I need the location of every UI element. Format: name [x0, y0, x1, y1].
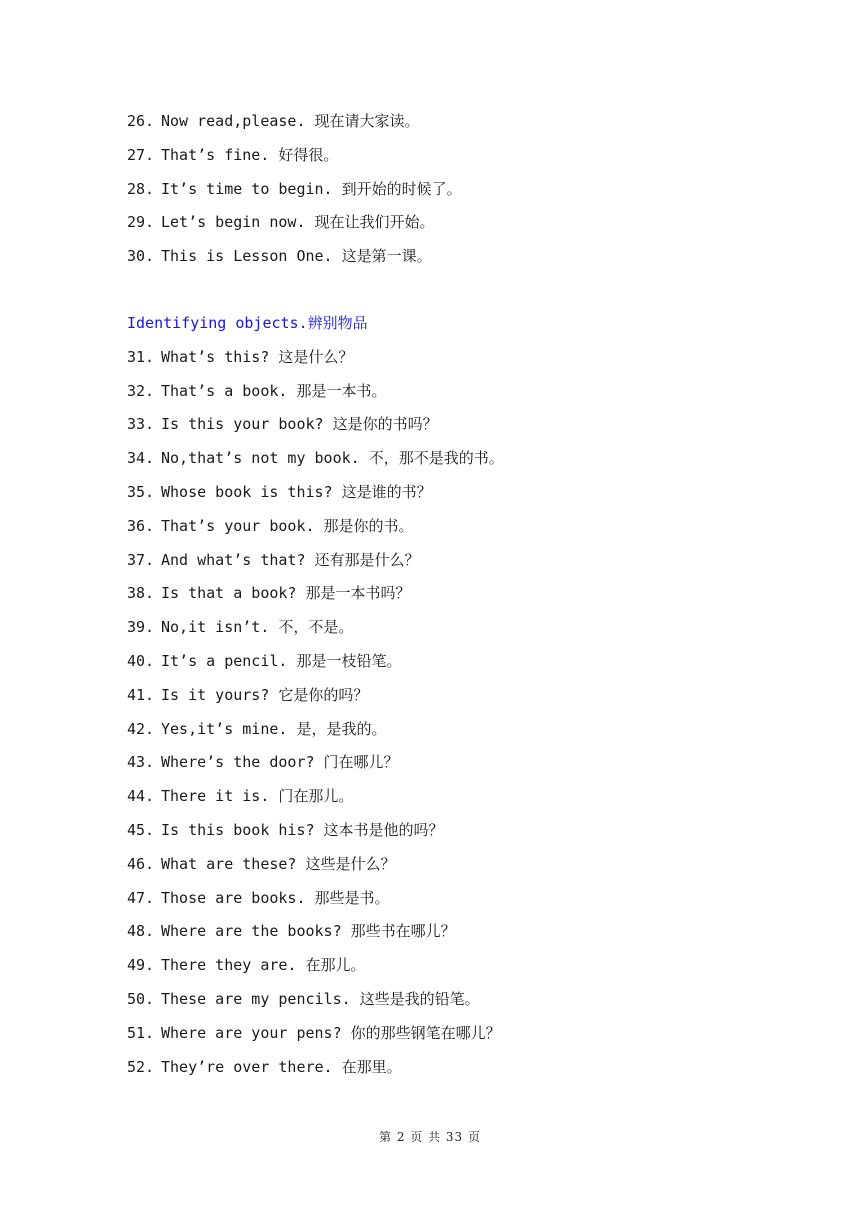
list-item: [127, 341, 767, 375]
item-number: 47.: [127, 888, 155, 907]
item-text: Where are your pens? 你的那些钢笔在哪儿？: [161, 1023, 501, 1042]
list-item: [127, 408, 767, 442]
item-number: 32.: [127, 381, 155, 400]
list-item: [127, 510, 767, 544]
phrase-list-classroom: [127, 105, 767, 274]
list-item: [127, 139, 767, 173]
item-text: Those are books. 那些是书。: [161, 888, 390, 907]
list-item: [127, 206, 767, 240]
item-number: 48.: [127, 922, 155, 941]
list-item: [127, 1051, 767, 1085]
item-text: No,that’s not my book. 不，那不是我的书。: [161, 449, 504, 468]
list-item: [127, 848, 767, 882]
phrase-list-identifying-objects: [127, 307, 767, 1084]
item-text: And what’s that? 还有那是什么？: [161, 550, 420, 569]
item-number: 40.: [127, 651, 155, 670]
list-item: [127, 611, 767, 645]
list-item: [127, 577, 767, 611]
item-text: Where’s the door? 门在哪儿？: [161, 753, 399, 772]
item-text: They’re over there. 在那里。: [161, 1057, 402, 1076]
item-number: 41.: [127, 685, 155, 704]
page-footer: 第 2 页 共 33 页: [379, 1130, 481, 1144]
item-number: 44.: [127, 787, 155, 806]
item-text: Where are the books? 那些书在哪儿？: [161, 922, 456, 941]
item-text: There they are. 在那儿。: [161, 956, 366, 975]
list-item: [127, 544, 767, 578]
item-number: 27.: [127, 145, 155, 164]
item-text: That’s fine. 好得很。: [161, 145, 339, 164]
item-text: Is it yours? 它是你的吗？: [161, 685, 369, 704]
item-text: It’s time to begin. 到开始的时候了。: [161, 179, 462, 198]
section-heading: Identifying objects.辨别物品: [127, 314, 368, 332]
list-item: [127, 645, 767, 679]
list-item: [127, 780, 767, 814]
item-number: 42.: [127, 719, 155, 738]
item-text: Whose book is this? 这是谁的书？: [161, 482, 432, 501]
item-number: 29.: [127, 213, 155, 232]
item-text: Let’s begin now. 现在让我们开始。: [161, 213, 435, 232]
list-item: [127, 476, 767, 510]
item-number: 50.: [127, 989, 155, 1008]
list-item: [127, 915, 767, 949]
item-text: This is Lesson One. 这是第一课。: [161, 247, 432, 266]
item-text: No,it isn’t. 不，不是。: [161, 618, 354, 637]
item-number: 51.: [127, 1023, 155, 1042]
item-number: 46.: [127, 854, 155, 873]
item-text: That’s your book. 那是你的书。: [161, 516, 414, 535]
item-number: 39.: [127, 618, 155, 637]
item-text: What are these? 这些是什么？: [161, 854, 396, 873]
item-number: 43.: [127, 753, 155, 772]
item-number: 35.: [127, 482, 155, 501]
list-item: [127, 1017, 767, 1051]
list-item: [127, 105, 767, 139]
list-item: [127, 679, 767, 713]
item-text: Now read,please. 现在请大家读。: [161, 112, 420, 130]
list-item: [127, 814, 767, 848]
list-item: [127, 375, 767, 409]
list-item: [127, 949, 767, 983]
item-text: Is this book his? 这本书是他的吗？: [161, 820, 444, 839]
list-item: [127, 882, 767, 916]
item-text: Is that a book? 那是一本书吗？: [161, 584, 411, 603]
list-item: [127, 442, 767, 476]
item-number: 28.: [127, 179, 155, 198]
list-item: [127, 240, 767, 274]
item-text: What’s this? 这是什么？: [161, 347, 354, 366]
item-number: 52.: [127, 1057, 155, 1076]
item-number: 26.: [127, 112, 155, 130]
item-number: 31.: [127, 347, 155, 366]
item-number: 45.: [127, 820, 155, 839]
item-text: That’s a book. 那是一本书。: [161, 381, 387, 400]
item-number: 36.: [127, 516, 155, 535]
item-number: 37.: [127, 550, 155, 569]
item-number: 34.: [127, 449, 155, 468]
list-item: [127, 983, 767, 1017]
item-text: Is this your book? 这是你的书吗？: [161, 415, 438, 434]
list-item: [127, 173, 767, 207]
list-item: [127, 746, 767, 780]
list-item: [127, 713, 767, 747]
item-number: 33.: [127, 415, 155, 434]
item-text: Yes,it’s mine. 是，是我的。: [161, 719, 387, 738]
item-text: These are my pencils. 这些是我的铅笔。: [161, 989, 480, 1008]
item-number: 38.: [127, 584, 155, 603]
item-text: There it is. 门在那儿。: [161, 787, 354, 806]
item-text: It’s a pencil. 那是一枝铅笔。: [161, 651, 402, 670]
item-number: 30.: [127, 247, 155, 266]
item-number: 49.: [127, 956, 155, 975]
